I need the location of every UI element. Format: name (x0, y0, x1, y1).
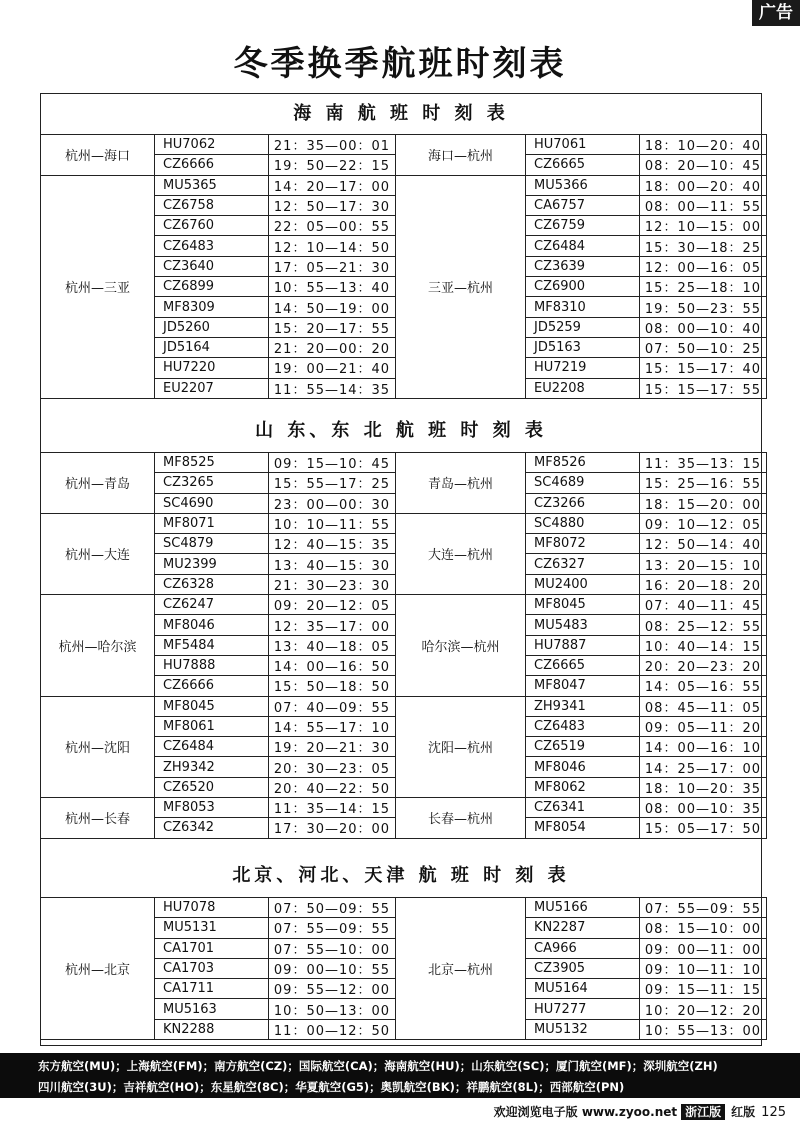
flight-time: 08：00—10：35 (640, 798, 767, 818)
flight-time: 08：00—10：40 (640, 317, 767, 337)
flight-number: CZ6759 (526, 216, 640, 236)
flight-number: MU5163 (155, 999, 269, 1019)
table-row (41, 898, 767, 918)
flight-time: 08：20—10：45 (640, 155, 767, 175)
ad-label: 广告 (752, 0, 800, 26)
flight-time: 15：20—17：55 (269, 317, 396, 337)
route-outbound: 杭州—哈尔滨 (41, 595, 155, 696)
flight-number: CA1711 (155, 979, 269, 999)
flight-time: 13：20—15：10 (640, 554, 767, 574)
flight-time: 07：55—10：00 (269, 938, 396, 958)
flight-number: CZ6483 (155, 236, 269, 256)
table-row (41, 175, 767, 195)
flight-time: 15：25—16：55 (640, 473, 767, 493)
flight-time: 15：15—17：40 (640, 358, 767, 378)
flight-number: CZ6328 (155, 574, 269, 594)
table-row (41, 595, 767, 615)
airline-codes-line-2: 四川航空(3U)；吉祥航空(HO)；东星航空(8C)；华夏航空(G5)；奥凯航空(BK)；祥鹏航空(8L)；西部航空(PN) (38, 1080, 625, 1094)
flight-time: 20：40—22：50 (269, 777, 396, 797)
flight-number: EU2207 (155, 378, 269, 398)
flight-time: 07：50—10：25 (640, 337, 767, 357)
page-number: 125 (761, 1105, 786, 1120)
flight-time: 10：55—13：00 (640, 1019, 767, 1039)
section-title-shandong-dongbei: 山 东、东 北 航 班 时 刻 表 (255, 420, 547, 441)
flight-number: MU5483 (526, 615, 640, 635)
flight-time: 13：40—15：30 (269, 554, 396, 574)
table-row (41, 798, 767, 818)
flight-number: ZH9341 (526, 696, 640, 716)
flight-time: 17：05—21：30 (269, 256, 396, 276)
route-outbound: 杭州—北京 (41, 898, 155, 1040)
flight-number: MF8053 (155, 798, 269, 818)
flight-time: 09：20—12：05 (269, 595, 396, 615)
flight-number: HU7061 (526, 135, 640, 155)
page-footer (494, 1103, 786, 1120)
flight-number: HU7219 (526, 358, 640, 378)
flight-number: MF8046 (155, 615, 269, 635)
flight-number: JD5260 (155, 317, 269, 337)
timetable-hainan (40, 134, 767, 399)
flight-time: 14：25—17：00 (640, 757, 767, 777)
flight-number: CZ6665 (526, 655, 640, 675)
flight-time: 16：20—18：20 (640, 574, 767, 594)
section-title-hainan: 海 南 航 班 时 刻 表 (293, 103, 509, 124)
flight-number: CZ3265 (155, 473, 269, 493)
route-outbound: 杭州—青岛 (41, 453, 155, 514)
flight-number: CA1701 (155, 938, 269, 958)
flight-time: 09：55—12：00 (269, 979, 396, 999)
flight-number: MU5164 (526, 979, 640, 999)
flight-number: CZ3905 (526, 958, 640, 978)
flight-time: 07：50—09：55 (269, 898, 396, 918)
flight-time: 12：00—16：05 (640, 256, 767, 276)
flight-number: MF5484 (155, 635, 269, 655)
edition-region: 浙江版 (681, 1104, 725, 1120)
flight-time: 11：55—14：35 (269, 378, 396, 398)
flight-time: 09：10—11：10 (640, 958, 767, 978)
flight-time: 12：50—17：30 (269, 195, 396, 215)
flight-time: 11：00—12：50 (269, 1019, 396, 1039)
flight-time: 14：00—16：10 (640, 737, 767, 757)
flight-number: CZ6900 (526, 277, 640, 297)
flight-time: 14：00—16：50 (269, 655, 396, 675)
flight-time: 20：30—23：05 (269, 757, 396, 777)
site-link[interactable]: 欢迎浏览电子版 www.zyoo.net (493, 1105, 678, 1119)
route-inbound: 沈阳—杭州 (396, 696, 526, 797)
flight-time: 09：00—11：00 (640, 938, 767, 958)
flight-time: 08：00—11：55 (640, 195, 767, 215)
flight-number: CZ6483 (526, 716, 640, 736)
flight-number: CZ6520 (155, 777, 269, 797)
flight-number: HU7887 (526, 635, 640, 655)
flight-time: 12：50—14：40 (640, 534, 767, 554)
flight-number: ZH9342 (155, 757, 269, 777)
flight-time: 21：30—23：30 (269, 574, 396, 594)
flight-number: CZ6519 (526, 737, 640, 757)
edition-color: 红版 (731, 1105, 756, 1119)
flight-time: 07：55—09：55 (640, 898, 767, 918)
flight-time: 09：15—11：15 (640, 979, 767, 999)
flight-number: MU2399 (155, 554, 269, 574)
flight-number: CZ6666 (155, 676, 269, 696)
route-inbound: 三亚—杭州 (396, 175, 526, 398)
flight-number: CZ6247 (155, 595, 269, 615)
flight-number: CZ6341 (526, 798, 640, 818)
flight-time: 15：15—17：55 (640, 378, 767, 398)
flight-time: 14：05—16：55 (640, 676, 767, 696)
flight-number: EU2208 (526, 378, 640, 398)
flight-number: MU5132 (526, 1019, 640, 1039)
flight-time: 19：20—21：30 (269, 737, 396, 757)
flight-time: 09：10—12：05 (640, 513, 767, 533)
flight-time: 18：15—20：00 (640, 493, 767, 513)
route-inbound: 青岛—杭州 (396, 453, 526, 514)
flight-time: 14：50—19：00 (269, 297, 396, 317)
flight-number: CZ3639 (526, 256, 640, 276)
flight-time: 08：25—12：55 (640, 615, 767, 635)
flight-time: 08：15—10：00 (640, 918, 767, 938)
flight-number: CZ6342 (155, 818, 269, 838)
flight-number: KN2288 (155, 1019, 269, 1039)
flight-number: CA1703 (155, 958, 269, 978)
flight-number: MU5365 (155, 175, 269, 195)
flight-number: MU5166 (526, 898, 640, 918)
flight-number: MU5366 (526, 175, 640, 195)
flight-number: CZ6666 (155, 155, 269, 175)
flight-time: 12：35—17：00 (269, 615, 396, 635)
flight-number: MF8526 (526, 453, 640, 473)
flight-number: JD5163 (526, 337, 640, 357)
flight-time: 14：55—17：10 (269, 716, 396, 736)
flight-number: SC4880 (526, 513, 640, 533)
section-title-beijing: 北京、河北、天津 航 班 时 刻 表 (232, 865, 570, 886)
airline-codes-bar (0, 1053, 800, 1098)
route-outbound: 杭州—大连 (41, 513, 155, 594)
timetable-beijing (40, 897, 767, 1040)
flight-number: HU7888 (155, 655, 269, 675)
flight-time: 12：10—15：00 (640, 216, 767, 236)
route-outbound: 杭州—海口 (41, 135, 155, 176)
flight-number: HU7062 (155, 135, 269, 155)
flight-time: 22：05—00：55 (269, 216, 396, 236)
flight-time: 15：55—17：25 (269, 473, 396, 493)
flight-number: MF8071 (155, 513, 269, 533)
flight-number: CZ6899 (155, 277, 269, 297)
flight-number: HU7078 (155, 898, 269, 918)
flight-number: SC4689 (526, 473, 640, 493)
flight-time: 14：20—17：00 (269, 175, 396, 195)
flight-time: 07：55—09：55 (269, 918, 396, 938)
flight-time: 08：45—11：05 (640, 696, 767, 716)
flight-time: 17：30—20：00 (269, 818, 396, 838)
page-title: 冬季换季航班时刻表 (233, 44, 567, 84)
flight-time: 21：20—00：20 (269, 337, 396, 357)
flight-number: MF8046 (526, 757, 640, 777)
flight-number: JD5164 (155, 337, 269, 357)
flight-time: 19：00—21：40 (269, 358, 396, 378)
airline-codes-line-1: 东方航空(MU)；上海航空(FM)；南方航空(CZ)；国际航空(CA)；海南航空(HU)；山东航空(SC)；厦门航空(MF)；深圳航空(ZH) (38, 1059, 718, 1073)
table-row (41, 453, 767, 473)
flight-time: 19：50—23：55 (640, 297, 767, 317)
flight-time: 12：10—14：50 (269, 236, 396, 256)
flight-time: 09：00—10：55 (269, 958, 396, 978)
flight-number: KN2287 (526, 918, 640, 938)
flight-time: 11：35—13：15 (640, 453, 767, 473)
flight-time: 11：35—14：15 (269, 798, 396, 818)
route-outbound: 杭州—三亚 (41, 175, 155, 398)
flight-time: 10：10—11：55 (269, 513, 396, 533)
flight-number: CZ6484 (526, 236, 640, 256)
flight-number: MF8047 (526, 676, 640, 696)
flight-time: 07：40—11：45 (640, 595, 767, 615)
flight-time: 19：50—22：15 (269, 155, 396, 175)
table-row (41, 696, 767, 716)
flight-number: CA966 (526, 938, 640, 958)
flight-number: CA6757 (526, 195, 640, 215)
flight-time: 18：10—20：40 (640, 135, 767, 155)
flight-number: MF8045 (155, 696, 269, 716)
flight-number: JD5259 (526, 317, 640, 337)
route-outbound: 杭州—沈阳 (41, 696, 155, 797)
timetable-shandong-dongbei (40, 452, 767, 839)
flight-number: MF8061 (155, 716, 269, 736)
flight-number: MF8045 (526, 595, 640, 615)
route-inbound: 大连—杭州 (396, 513, 526, 594)
flight-time: 18：00—20：40 (640, 175, 767, 195)
flight-number: MF8525 (155, 453, 269, 473)
flight-number: CZ6665 (526, 155, 640, 175)
flight-time: 15：50—18：50 (269, 676, 396, 696)
flight-number: MF8054 (526, 818, 640, 838)
table-row (41, 513, 767, 533)
flight-time: 10：55—13：40 (269, 277, 396, 297)
flight-time: 10：20—12：20 (640, 999, 767, 1019)
table-row (41, 135, 767, 155)
flight-time: 10：50—13：00 (269, 999, 396, 1019)
flight-time: 20：20—23：20 (640, 655, 767, 675)
flight-time: 13：40—18：05 (269, 635, 396, 655)
flight-time: 07：40—09：55 (269, 696, 396, 716)
flight-time: 09：15—10：45 (269, 453, 396, 473)
flight-time: 23：00—00：30 (269, 493, 396, 513)
flight-number: SC4879 (155, 534, 269, 554)
route-inbound: 哈尔滨—杭州 (396, 595, 526, 696)
flight-number: SC4690 (155, 493, 269, 513)
route-inbound: 北京—杭州 (396, 898, 526, 1040)
flight-time: 15：05—17：50 (640, 818, 767, 838)
flight-number: MF8072 (526, 534, 640, 554)
flight-time: 12：40—15：35 (269, 534, 396, 554)
flight-number: MF8309 (155, 297, 269, 317)
flight-time: 15：25—18：10 (640, 277, 767, 297)
flight-time: 21：35—00：01 (269, 135, 396, 155)
flight-time: 18：10—20：35 (640, 777, 767, 797)
flight-number: CZ6484 (155, 737, 269, 757)
flight-number: MF8310 (526, 297, 640, 317)
flight-time: 09：05—11：20 (640, 716, 767, 736)
flight-number: CZ6327 (526, 554, 640, 574)
flight-number: CZ3640 (155, 256, 269, 276)
flight-number: HU7220 (155, 358, 269, 378)
flight-number: MU5131 (155, 918, 269, 938)
flight-time: 15：30—18：25 (640, 236, 767, 256)
flight-number: CZ6760 (155, 216, 269, 236)
flight-number: MU2400 (526, 574, 640, 594)
flight-number: CZ6758 (155, 195, 269, 215)
flight-number: CZ3266 (526, 493, 640, 513)
route-outbound: 杭州—长春 (41, 798, 155, 839)
route-inbound: 海口—杭州 (396, 135, 526, 176)
flight-time: 10：40—14：15 (640, 635, 767, 655)
flight-number: MF8062 (526, 777, 640, 797)
flight-number: HU7277 (526, 999, 640, 1019)
route-inbound: 长春—杭州 (396, 798, 526, 839)
